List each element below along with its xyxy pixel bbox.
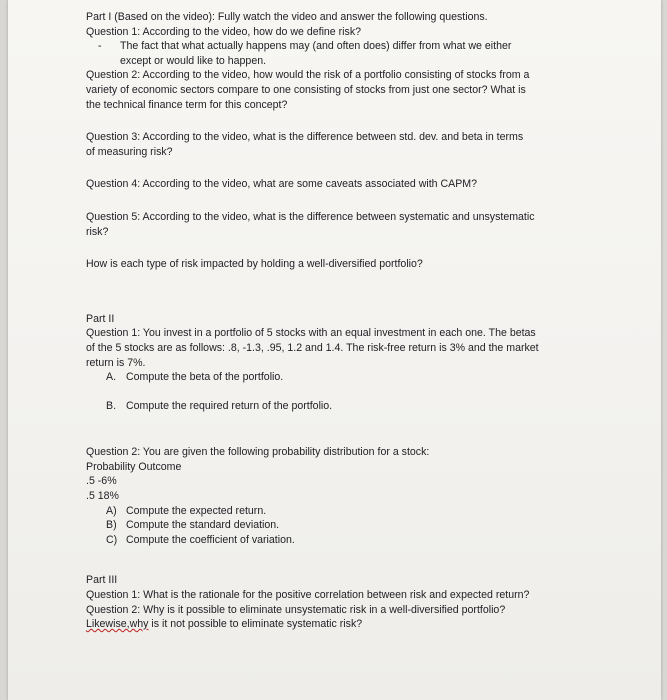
- item-label: B): [106, 519, 117, 532]
- item-text: Compute the standard deviation.: [126, 519, 280, 532]
- item-label: A.: [106, 371, 117, 384]
- part1-question-2-line-2: variety of economic sectors compare to one consisting of stocks from just one sector? What is: [86, 83, 526, 96]
- answer-line-2: except or would like to happen.: [120, 54, 267, 67]
- item-text: Compute the beta of the portfolio.: [126, 371, 284, 384]
- part1-question-5-line-1: Question 5: According to the video, what is the difference between systematic and unsystematic: [86, 210, 535, 223]
- part1-question-4: Question 4: According to the video, what are some caveats associated with CAPM?: [86, 178, 477, 191]
- part2-question-2-line-1: Question 2: You are given the following probability distribution for a stock:: [86, 446, 430, 459]
- part1-question-5-line-2: risk?: [86, 225, 109, 238]
- spellcheck-underlined-word: Likewise,why: [86, 618, 149, 631]
- part2-question-2-b: [86, 518, 606, 533]
- part2-question-2-c: [86, 533, 606, 548]
- part2-question-1-b: [86, 399, 606, 414]
- part3-question-1: Question 1: What is the rationale for the positive correlation between risk and expected return?: [86, 589, 530, 602]
- part1-question-6: How is each type of risk impacted by holding a well-diversified portfolio?: [86, 258, 423, 271]
- question-3-rest: is it not possible to eliminate systematic risk?: [148, 618, 363, 631]
- part1-question-2-line-1: Question 2: According to the video, how would the risk of a portfolio consisting of stocks from a: [86, 69, 530, 82]
- part3-question-3: [86, 617, 606, 632]
- part2-title: Part II: [86, 312, 115, 325]
- part1-question-3-line-2: of measuring risk?: [86, 145, 173, 158]
- part3-question-2: Question 2: Why is it possible to eliminate unsystematic risk in a well-diversified portfolio?: [86, 603, 506, 616]
- document-sheet: [8, 0, 661, 700]
- part1-question-1: Question 1: According to the video, how do we define risk?: [86, 25, 362, 38]
- part2-question-1-line-2: of the 5 stocks are as follows: .8, -1.3, .95, 1.2 and 1.4. The risk-free return is 3% and the market: [86, 341, 539, 354]
- document-body: [86, 10, 606, 632]
- item-label: B.: [106, 399, 117, 412]
- item-text: Compute the required return of the portfolio.: [126, 399, 333, 412]
- part3-title: Part III: [86, 574, 118, 587]
- part2-question-1-line-3: return is 7%.: [86, 356, 146, 369]
- part1-question-3-line-1: Question 3: According to the video, what is the difference between std. dev. and beta in terms: [86, 131, 524, 144]
- probability-row-1: .5 -6%: [86, 475, 117, 488]
- part1-title: Part I (Based on the video): Fully watch the video and answer the following questions.: [86, 11, 488, 23]
- part1-question-1-answer: [86, 39, 606, 54]
- part2-question-2-a: [86, 504, 606, 519]
- probability-header: Probability Outcome: [86, 460, 182, 473]
- part2-question-1-line-1: Question 1: You invest in a portfolio of 5 stocks with an equal investment in each one. The betas: [86, 327, 536, 340]
- item-text: Compute the expected return.: [126, 504, 267, 517]
- part1-question-2-line-3: the technical finance term for this concept?: [86, 98, 288, 111]
- item-label: C): [106, 533, 118, 546]
- item-text: Compute the coefficient of variation.: [126, 533, 295, 546]
- item-label: A): [106, 504, 117, 517]
- probability-row-2: .5 18%: [86, 490, 119, 503]
- part2-question-1-a: [86, 370, 606, 385]
- dash-bullet: -: [98, 40, 102, 53]
- answer-line-1: The fact that what actually happens may (and often does) differ from what we either: [120, 40, 512, 53]
